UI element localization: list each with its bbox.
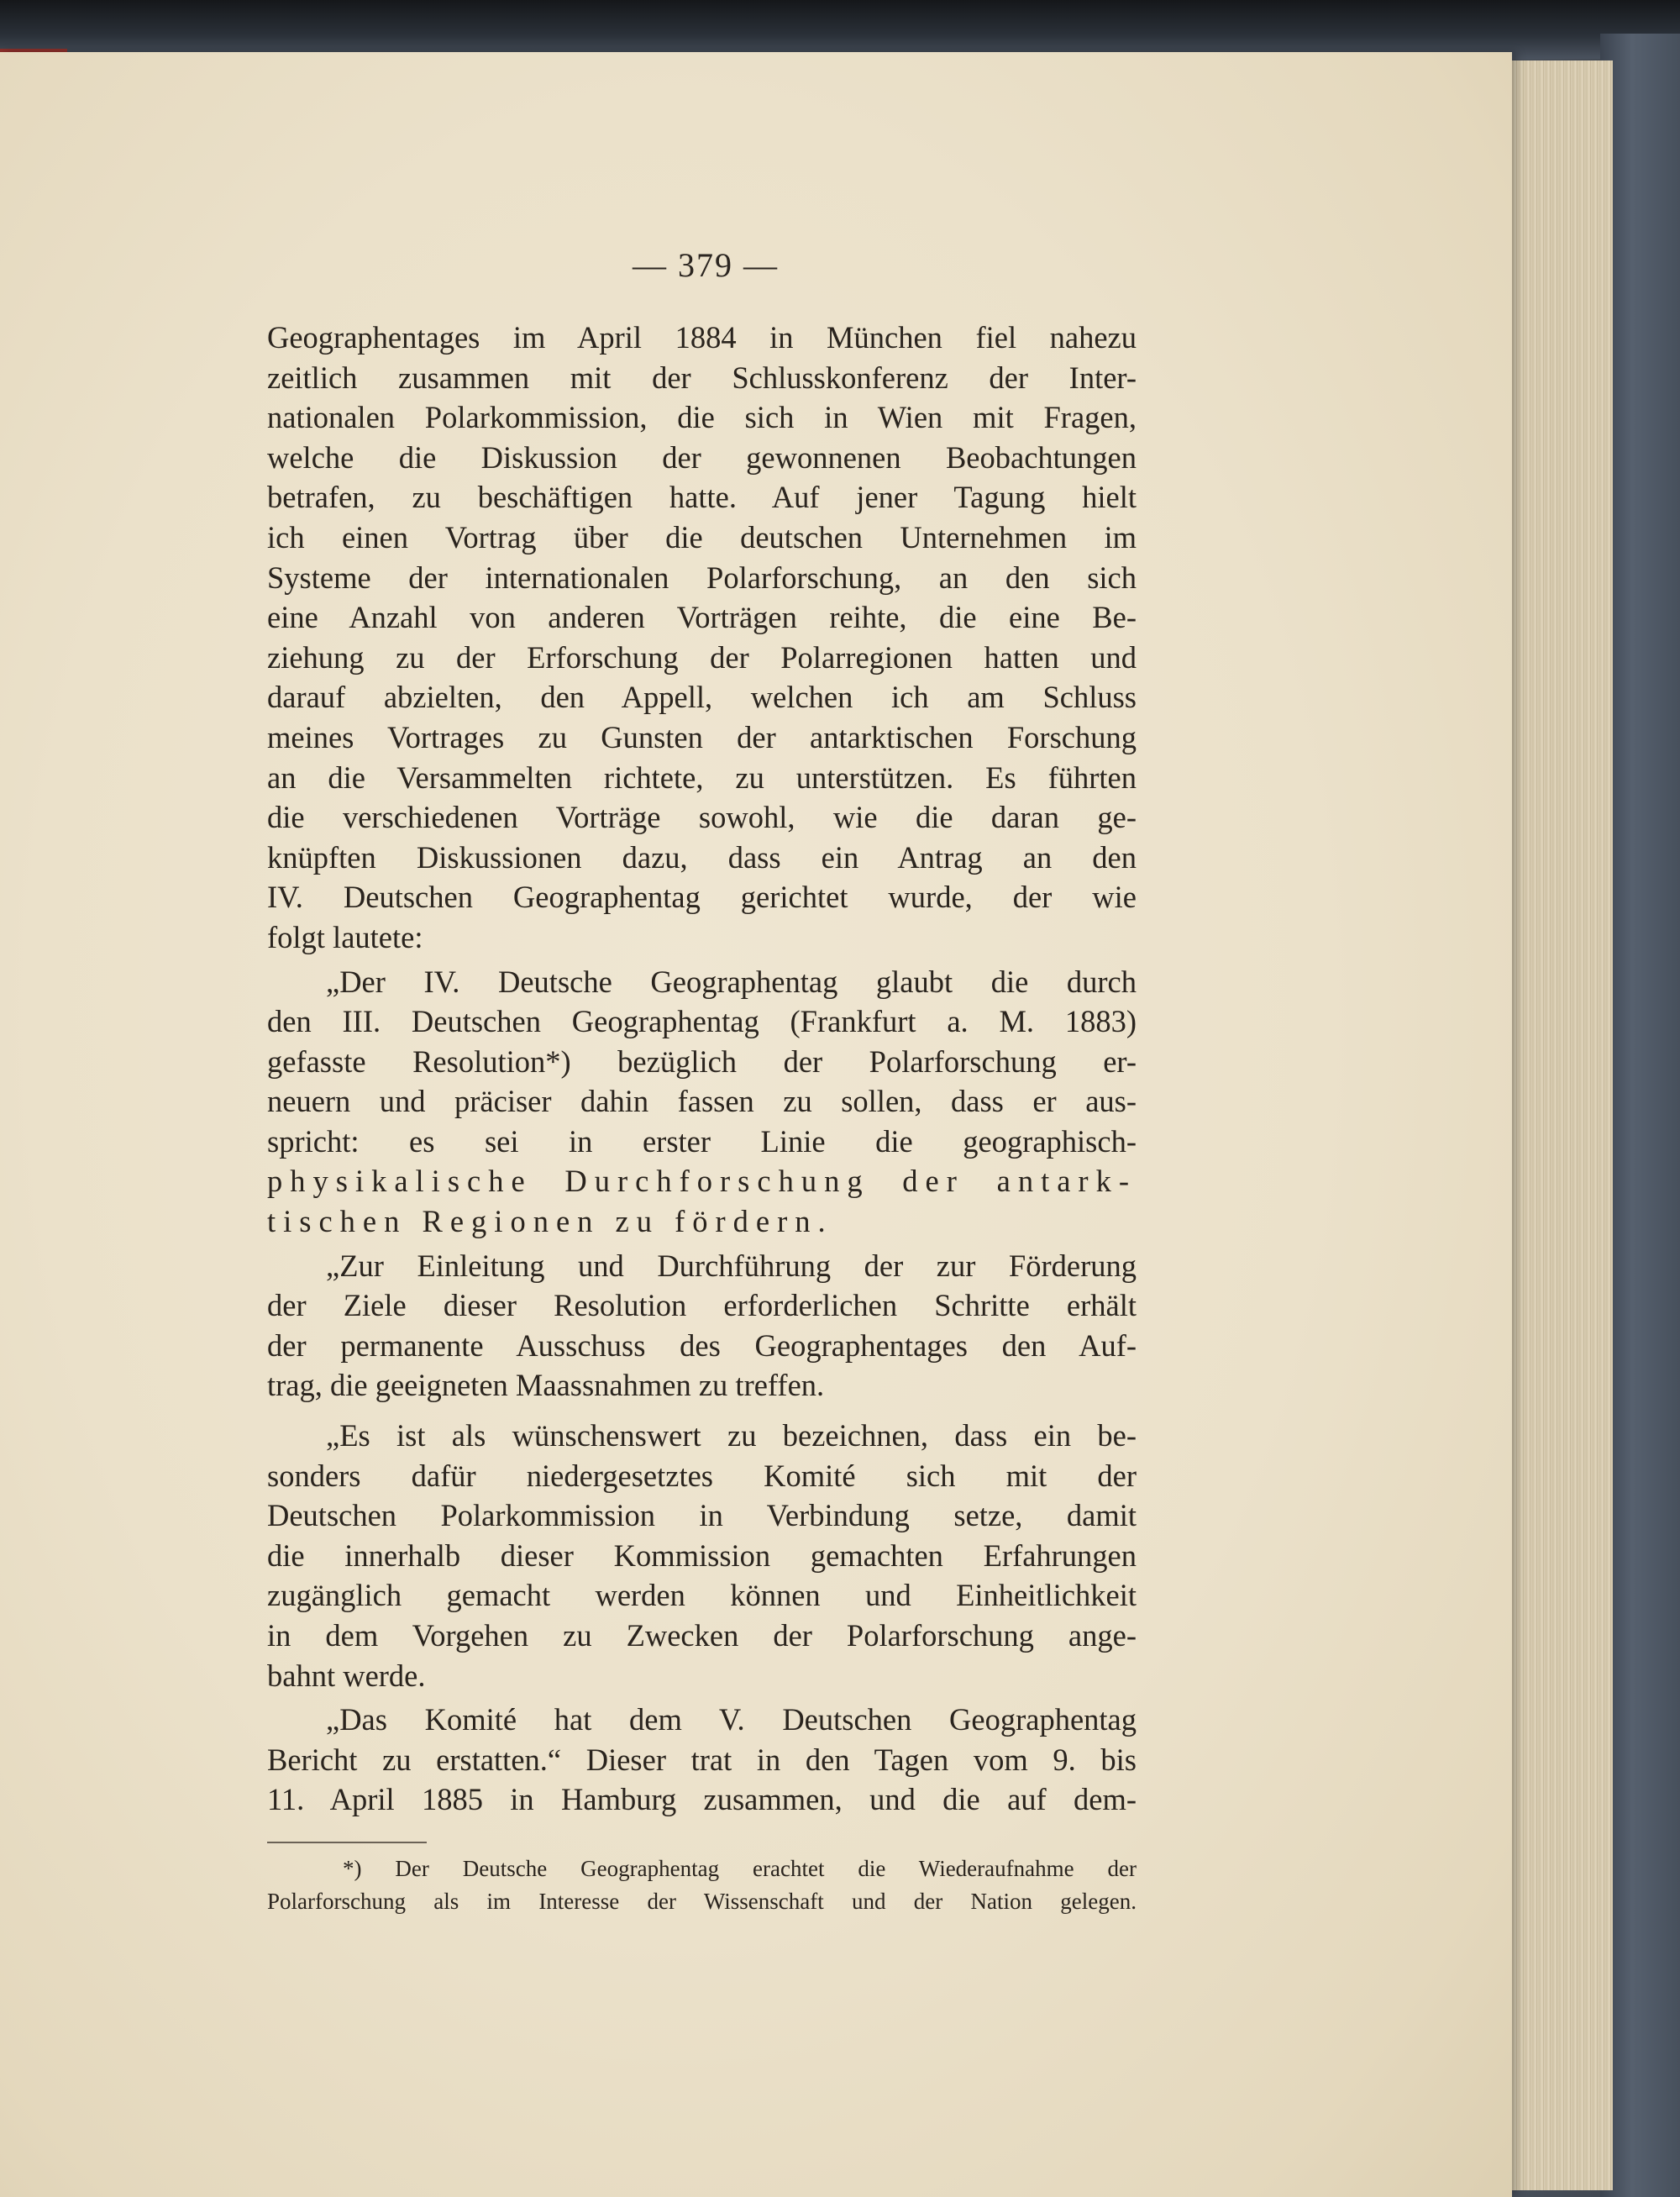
quote-paragraph-3 (267, 1416, 1137, 1695)
main-text (267, 318, 1137, 1820)
footnote (267, 1853, 1137, 1918)
footnote-line: *) Der Deutsche Geographentag erachtet die Wiederaufnahme der (343, 1856, 1137, 1881)
text-line: den III. Deutschen Geographentag (Frankfurt a. M. 1883) (267, 1004, 1137, 1039)
text-line: darauf abzielten, den Appell, welchen ich am Schluss (267, 680, 1137, 715)
text-line: spricht: es sei in erster Linie die geographisch- (267, 1123, 1137, 1159)
text-line: „Der IV. Deutsche Geographentag glaubt die durch (326, 964, 1137, 999)
footnote-line: Polarforschung als im Interesse der Wissenschaft und der Nation gelegen. (267, 1889, 1137, 1914)
text-line: nationalen Polarkommission, die sich in Wien mit Fragen, (267, 400, 1137, 435)
quote-paragraph-1 (267, 962, 1137, 1242)
text-line: Systeme der internationalen Polarforschung, an den sich (267, 560, 1137, 595)
text-line: tischen Regionen zu fördern. (267, 1204, 833, 1239)
text-line: IV. Deutschen Geographentag gerichtet wurde, der wie (267, 880, 1137, 915)
text-line: die innerhalb dieser Kommission gemachten Erfahrungen (267, 1537, 1137, 1573)
text-line: bahnt werde. (267, 1658, 426, 1693)
text-line: ziehung zu der Erforschung der Polarregionen hatten und (267, 639, 1137, 675)
text-line: in dem Vorgehen zu Zwecken der Polarforschung ange- (267, 1618, 1137, 1653)
text-line: knüpften Diskussionen dazu, dass ein Antrag an den (267, 839, 1137, 875)
text-line: „Das Komité hat dem V. Deutschen Geographentag (326, 1702, 1137, 1737)
page-stack-edges (1504, 60, 1613, 2190)
text-line: Bericht zu erstatten.“ Dieser trat in den Tagen vom 9. bis (267, 1742, 1137, 1777)
text-line: zeitlich zusammen mit der Schlusskonferenz der Inter- (267, 360, 1137, 395)
text-line: zugänglich gemacht werden können und Einheitlichkeit (267, 1578, 1137, 1613)
text-line: 11. April 1885 in Hamburg zusammen, und die auf dem- (267, 1782, 1137, 1817)
text-line: an die Versammelten richtete, zu unterstützen. Es führten (267, 759, 1137, 795)
text-line: folgt lautete: (267, 919, 423, 954)
quote-paragraph-4 (267, 1700, 1137, 1820)
text-line: welche die Diskussion der gewonnenen Beobachtungen (267, 439, 1137, 475)
quote-paragraph-2 (267, 1246, 1137, 1406)
text-line: eine Anzahl von anderen Vorträgen reihte, die eine Be- (267, 600, 1137, 635)
text-line: trag, die geeigneten Maassnahmen zu treffen. (267, 1368, 825, 1403)
text-line: meines Vortrages zu Gunsten der antarktischen Forschung (267, 719, 1137, 754)
paragraph-body (267, 318, 1137, 958)
text-line: die verschiedenen Vorträge sowohl, wie die daran ge- (267, 800, 1137, 835)
cover-top-edge (0, 0, 1680, 59)
text-line: „Zur Einleitung und Durchführung der zur Förderung (326, 1248, 1137, 1283)
text-line: Deutschen Polarkommission in Verbindung setze, damit (267, 1498, 1137, 1533)
text-line: gefasste Resolution*) bezüglich der Polarforschung er- (267, 1043, 1137, 1079)
text-line: neuern und präciser dahin fassen zu sollen, dass er aus- (267, 1084, 1137, 1119)
text-line: sonders dafür niedergesetztes Komité sich mit der (267, 1458, 1137, 1493)
text-line: der permanente Ausschuss des Geographentages den Auf- (267, 1327, 1137, 1363)
footnote-rule (267, 1842, 427, 1843)
text-line: der Ziele dieser Resolution erforderlichen Schritte erhält (267, 1288, 1137, 1323)
text-line: betrafen, zu beschäftigen hatte. Auf jener Tagung hielt (267, 480, 1137, 515)
text-line: physikalische Durchforschung der antark- (267, 1164, 1137, 1199)
page-number: — 379 — (633, 246, 779, 284)
text-line: Geographentages im April 1884 in München fiel nahezu (267, 320, 1137, 355)
text-line: ich einen Vortrag über die deutschen Unternehmen im (267, 519, 1137, 555)
text-line: „Es ist als wünschenswert zu bezeichnen, dass ein be- (326, 1418, 1137, 1453)
